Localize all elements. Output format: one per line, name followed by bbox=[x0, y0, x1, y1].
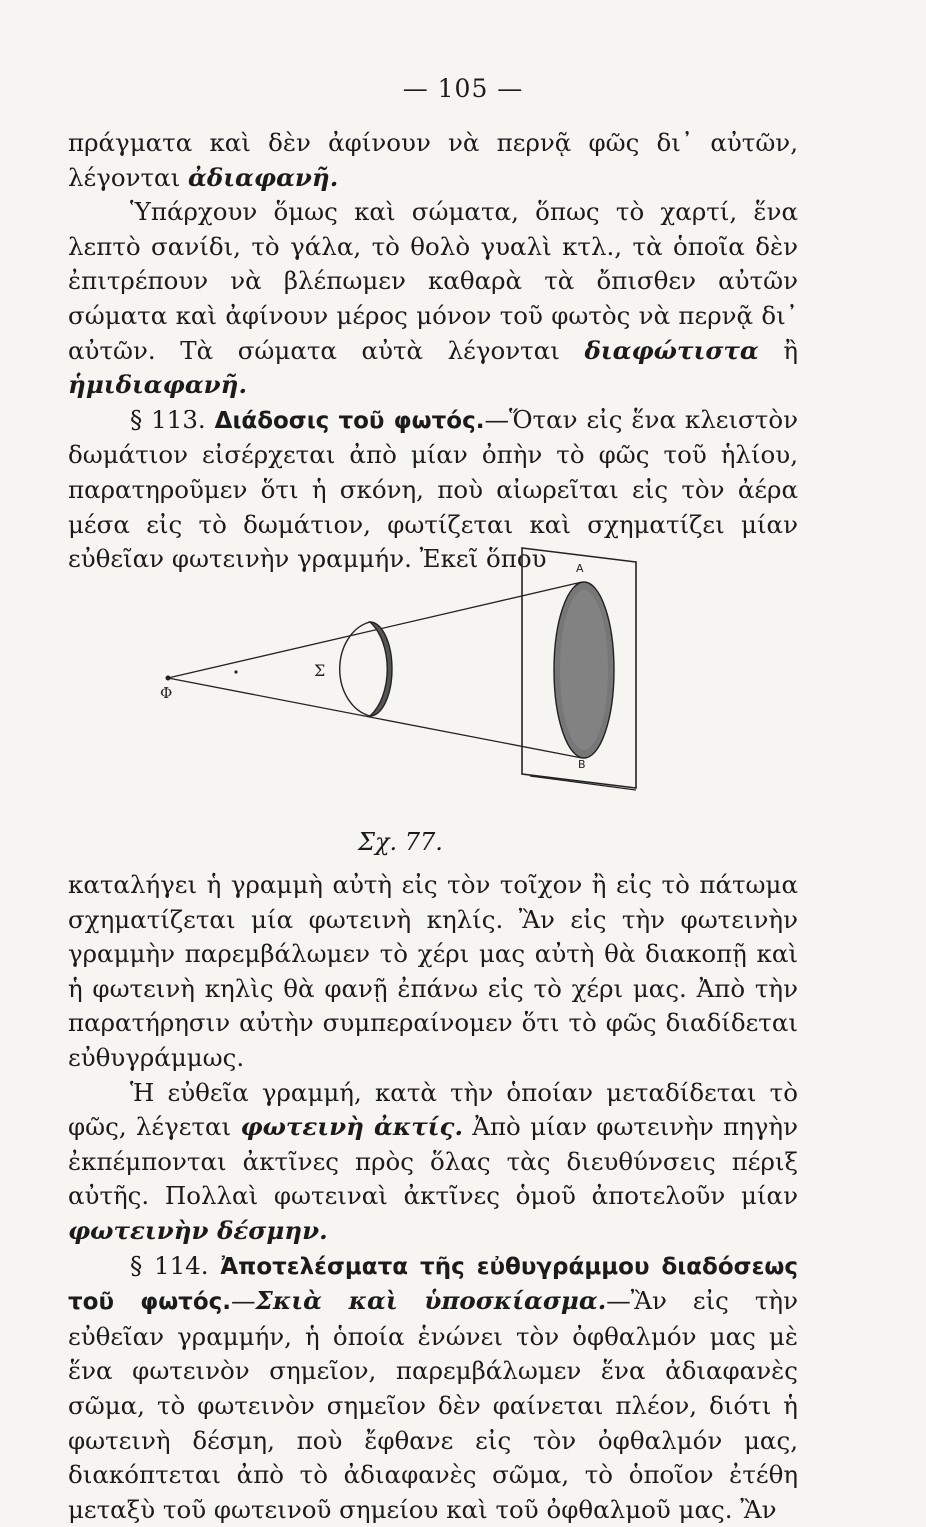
section-113: § 113. Διάδοσις τοῦ φωτός.—Ὅταν εἰς ἕνα κλειστὸν δωμάτιον εἰσέρχεται ἀπὸ μίαν ὀπὴν τὸ φῶς τοῦ ἡλίου, παρατηροῦμεν ὅτι ἡ σκόνη, ποὺ αἰωρεῖται εἰς τὸν ἀέρα μέσα εἰς τὸ δωμάτιον, φωτίζεται καὶ σχηματίζει μίαν εὐθεῖαν φωτεινὴν γραμμήν. Ἐκεῖ ὅπου bbox=[68, 404, 798, 574]
paragraph-light-ray: Ἡ εὐθεῖα γραμμή, κατὰ τὴν ὁποίαν μεταδίδεται τὸ φῶς, λέγεται φωτεινὴ ἀκτίς. Ἀπὸ μίαν φωτεινὴν πηγὴν ἐκπέμπονται ἀκτῖνες πρὸς ὅλας τὰς διευθύνσεις πέριξ αὐτῆς. Πολλαὶ φωτειναὶ ἀκτῖνες ὁμοῦ ἀποτελοῦν μίαν φωτεινὴν δέσμην. bbox=[68, 1077, 799, 1245]
section-114-title: Ἀποτελέσματα τῆς εὐθυγράμμου διαδόσεως τοῦ φωτός. bbox=[68, 1253, 798, 1316]
paragraph-translucent: Ὑπάρχουν ὅμως καὶ σώματα, ὅπως τὸ χαρτί, ἕνα λεπτὸ σανίδι, τὸ γάλα, τὸ θολὸ γυαλὶ κτλ., τὰ ὁποῖα δὲν ἐπιτρέπουν νὰ βλέπωμεν καθαρὰ τὰ ὄπισθεν αὐτῶν σώματα καὶ ἀφίνουν μέρος μόνον τοῦ φωτὸς νὰ περνᾷ δι᾽ αὐτῶν. Τὰ σώματα αὐτὰ λέγονται διαφώτιστα ἢ ἡμιδιαφανῆ. bbox=[68, 197, 799, 400]
section-114: § 114. Ἀποτελέσματα τῆς εὐθυγράμμου διαδόσεως τοῦ φωτός.—Σκιὰ καὶ ὑποσκίασμα.—Ἂν εἰς τὴν εὐθεῖαν γραμμήν, ἡ ὁποία ἑνώνει τὸν ὀφθαλμόν μας μὲ ἕνα φωτεινὸν σημεῖον, παρεμβάλωμεν ἕνα ἀδιαφανὲς σῶμα, τὸ φωτεινὸν σημεῖον δὲν φαίνεται πλέον, διότι ἡ φωτεινὴ δέσμη, ποὺ ἔφθανε εἰς τὸν ὀφθαλμόν μας, διακόπτεται ἀπὸ τὸ ἀδιαφανὲς σῶμα, τὸ ὁποῖον ἐτέθη μεταξὺ τοῦ φωτεινοῦ σημείου καὶ τοῦ ὀφθαλμοῦ μας. Ἂν bbox=[68, 1250, 798, 1524]
text-block-bottom bbox=[68, 868, 798, 1527]
sphere-dark-half bbox=[370, 622, 392, 716]
section-113-number: § 113. bbox=[130, 404, 215, 434]
figure-caption: Σχ. 77. bbox=[358, 828, 443, 856]
light-source-point bbox=[166, 676, 171, 681]
term-translucent: διαφώτιστα bbox=[584, 335, 759, 365]
section-113-title: Διάδοσις τοῦ φωτός. bbox=[214, 407, 485, 434]
page-number: — 105 — bbox=[402, 74, 524, 103]
text-block-top bbox=[68, 126, 798, 577]
label-phi: Φ bbox=[160, 684, 173, 702]
section-114-subtitle: Σκιὰ καὶ ὑποσκίασμα. bbox=[255, 1286, 607, 1316]
term-semi-transparent: ἡμιδιαφανῆ. bbox=[68, 370, 248, 400]
screen-base-line bbox=[530, 776, 636, 790]
paragraph-light-spot: καταλήγει ἡ γραμμὴ αὐτὴ εἰς τὸν τοῖχον ἢ εἰς τὸ πάτωμα σχηματίζεται μία φωτεινὴ κηλίς. Ἂν εἰς τὴν φωτεινὴν γραμμὴν παρεμβάλωμεν τὸ χέρι μας αὐτὴ θὰ διακοπῇ καὶ ἡ φωτεινὴ κηλὶς θὰ φανῇ ἐπάνω εἰς τὸ χέρι μας. Ἀπὸ τὴν παρατήρησιν αὐτὴν συμπεραίνομεν ὅτι τὸ φῶς διαδίδεται εὐθυγράμμως. bbox=[68, 870, 798, 1072]
paragraph-opaque: πράγματα καὶ δὲν ἀφίνουν νὰ περνᾷ φῶς δι᾽ αὐτῶν, λέγονται ἀδιαφανῆ. bbox=[68, 128, 798, 192]
term-opaque: ἀδιαφανῆ. bbox=[188, 162, 339, 192]
shadow-texture bbox=[560, 590, 608, 750]
figure-77-diagram bbox=[150, 540, 650, 850]
small-dot bbox=[234, 670, 237, 673]
ray-upper bbox=[168, 582, 582, 678]
term-light-ray: φωτεινὴ ἀκτίς. bbox=[240, 1112, 463, 1142]
section-114-number: § 114. bbox=[130, 1250, 221, 1280]
sphere-outline bbox=[340, 622, 370, 716]
label-b: Β bbox=[578, 758, 586, 771]
label-sigma: Σ bbox=[314, 661, 326, 680]
term-light-beam: φωτεινὴν δέσμην. bbox=[68, 1215, 328, 1245]
ray-lower bbox=[168, 678, 582, 758]
label-a: Α bbox=[576, 562, 584, 575]
